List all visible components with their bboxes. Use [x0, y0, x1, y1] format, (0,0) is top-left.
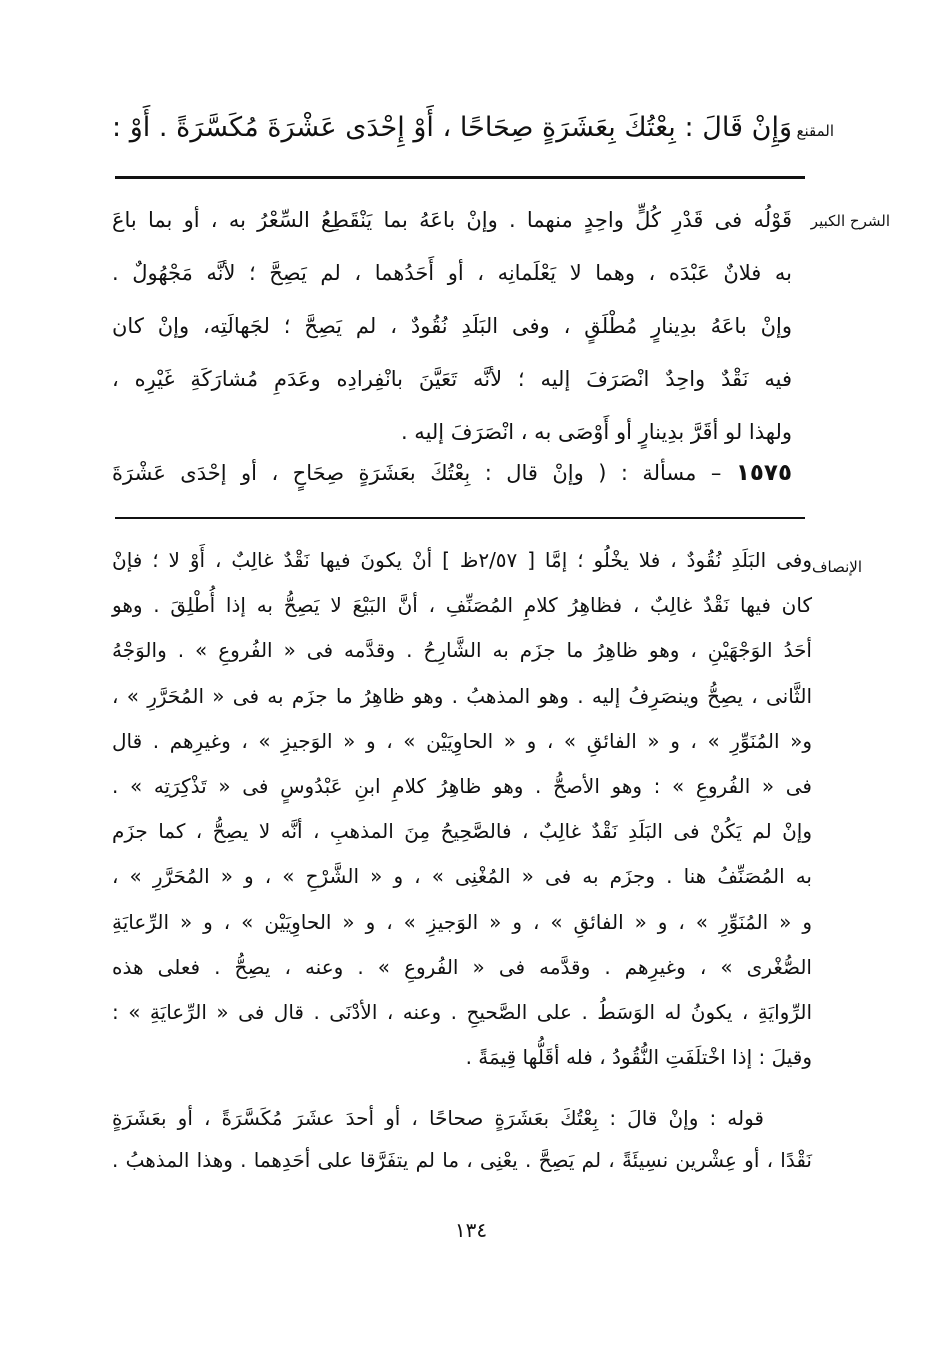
muqni-label: المقنع	[796, 122, 834, 140]
insaf-label: الإنصاف	[811, 558, 862, 576]
insaf-line: فى « الفُروعِ » : وهو الأصحُّ . وهو ظاهِرُ كلامِ ابنِ عَبْدُوسٍ فى « تَذْكِرَتِه » .	[112, 774, 812, 799]
middle-divider	[115, 517, 805, 519]
sharh-body	[112, 194, 792, 459]
muqni-text	[112, 106, 792, 150]
insaf-line: أحَدُ الوَجْهَيْنِ ، وهو ظاهِرُ ما جزَم به الشَّارِحُ . وقدَّمه فى « الفُروعِ » . والوَجْهُ	[112, 638, 812, 663]
masala-text: – مسألة : ( وإنْ قال : بِعْتُكَ بعَشَرَةٍ صِحَاحٍ ، أو إحْدَى عَشْرَةَ	[112, 461, 722, 485]
insaf-line: وقيلَ : إذا اخْتلَفَتِ النُّقُودُ ، فله أقَلُّها قِيمَةً .	[465, 1045, 812, 1070]
sharh-line: قَوْلُه فى قَدْرِ كُلٍّ واحِدٍ منهما . وإنْ باعَهُ بما يَنْقَطِعُ السِّعْرُ به ، أو بما باعَ	[112, 208, 792, 232]
insaf-line: كان فيها نَقْدٌ غالِبٌ ، فظاهِرُ كلامِ المُصَنِّفِ ، أنَّ البَيْعَ لا يَصِحُّ به إذا أُطْلِقَ . وهو	[112, 593, 812, 618]
qawluhu-paragraph	[112, 1097, 812, 1181]
sharh-line: فيه نَقْدٌ واحِدٌ انْصَرَفَ إليه ؛ لأنَّه تَعَيَّنَ بانْفِرادِه وعَدَمِ مُشارَكَةِ غَيْرِه ،	[112, 367, 792, 391]
page-number: ١٣٤	[454, 1218, 488, 1242]
masala-line	[112, 448, 792, 498]
qawluhu-line: قوله : وإنْ قالَ : بِعْتُكَ بعَشَرَةٍ صحاحًا ، أو أحدَ عشَرَ مُكَسَّرَةً ، أو بعَشَرَةٍ	[112, 1106, 764, 1130]
insaf-line: به المُصَنِّفُ هنا . وجزَم به فى « المُغْنِى » ، و « الشَّرْحِ » ، و « المُحَرَّرِ » ،	[112, 864, 812, 889]
insaf-body	[112, 538, 812, 1080]
insaf-line: الثَّانى ، يصِحُّ وينصَرِفُ إليه . وهو المذهبُ . وهو ظاهِرُ ما جزَم به فى « المُحَرَّرِ » ،	[112, 683, 812, 708]
insaf-line: الصُّغْرى » ، وغيرِهم . وقدَّمه فى « الفُروعِ » . وعنه ، يصِحُّ . فعلى هذه	[112, 954, 812, 979]
sharh-line: به فلانٌ عَبْدَه ، وهما لا يَعْلَمانِه ، أو أَحَدُهما ، لم يَصِحَّ ؛ لأنَّه مَجْهُولٌ .	[112, 261, 792, 285]
qawluhu-line: نَقْدًا ، أو عِشْرين نسِيئَةً ، لم يَصِحَّ . يعْنِى ، ما لم يتفَرَّقا على أحَدِهما . وهذا المذهبُ .	[112, 1148, 812, 1172]
insaf-line: و« المُنَوِّرِ » ، و « الفائقِ » ، و « الحاوِيَيْن » ، و « الوَجيزِ » ، وغيرِهم . قال	[112, 728, 812, 753]
insaf-line: وفى البَلَدِ نُقُودٌ ، فلا يخْلُو ؛ إمَّا [ ٢/٥٧ظ ] أنْ يكونَ فيها نَقْدٌ غالِبٌ ، أَوْ لا ؛ فإنْ	[112, 548, 812, 572]
muqni-line: وَإِنْ قَالَ : بِعْتُكَ بِعَشَرَةٍ صِحَاحًا ، أَوْ إِحْدَى عَشْرَةَ مُكَسَّرَةً . أَوْ :	[112, 112, 792, 143]
sharh-line: ولهذا لو أقَرَّ بدِينارٍ أو أَوْصَى به ، انْصَرَفَ إليه .	[400, 420, 792, 444]
masala-heading	[112, 448, 792, 498]
insaf-line: و « المُنَوِّرِ » ، و « الفائقِ » ، و « الوَجيزِ » ، و « الحاوِيَيْن » ، و « الرِّعايَةِ	[112, 909, 812, 934]
top-divider	[115, 176, 805, 179]
insaf-line: وإنْ لم يَكُنْ فى البَلَدِ نَقْدٌ غالِبٌ ، فالصَّحِيحُ مِنَ المذهبِ ، أنَّه لا يصِحُّ ، كما جزَم	[112, 819, 812, 844]
insaf-line: الرِّوايَةِ ، يكونُ له الوَسَطُ . على الصَّحيحِ . وعنه ، الأدْنَى . قال فى « الرِّعايَةِ » :	[112, 1000, 812, 1025]
masala-number: ١٥٧٥	[735, 460, 792, 486]
sharh-label: الشرح الكبير	[810, 212, 890, 230]
sharh-line: وإنْ باعَهُ بدِينارٍ مُطْلَقٍ ، وفى البَلَدِ نُقُودٌ ، لم يَصِحَّ ؛ لجَهالَتِه، وإنْ كان	[112, 314, 792, 338]
